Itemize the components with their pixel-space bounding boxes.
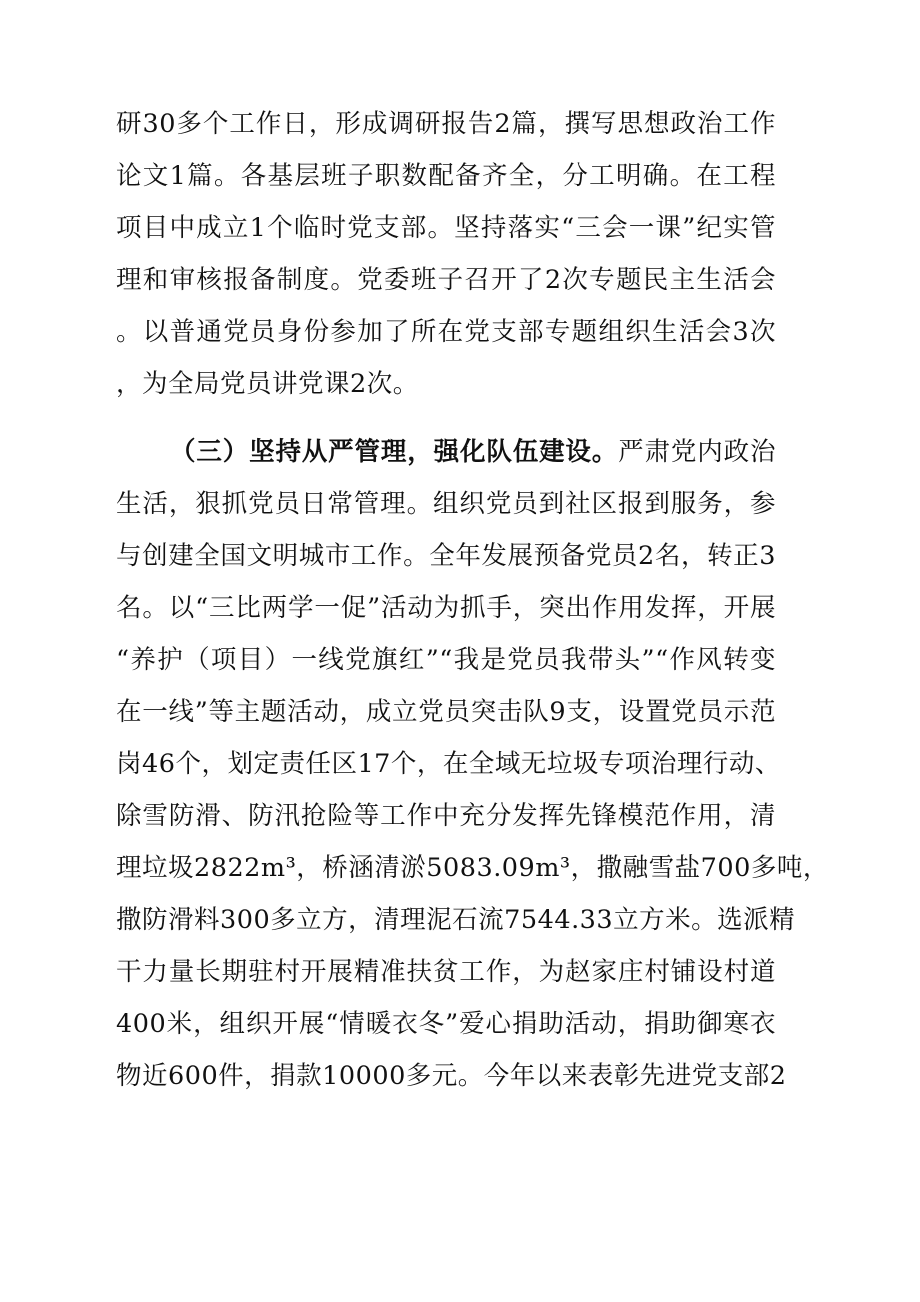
paragraph-line: 400米，组织开展“情暖衣冬”爱心捐助活动，捐助御寒衣 (116, 1009, 776, 1039)
paragraph-line: 生活，狠抓党员日常管理。组织党员到社区报到服务，参 (116, 489, 776, 519)
paragraph-line: 理垃圾2822m³，桥涵清淤5083.09m³，撒融雪盐700多吨， (116, 853, 829, 883)
paragraph-line: 物近600件，捐款10000多元。今年以来表彰先进党支部2 (116, 1061, 787, 1091)
paragraph-line: ，为全局党员讲党课2次。 (116, 369, 419, 399)
paragraph-line: 干力量长期驻村开展精准扶贫工作，为赵家庄村铺设村道 (116, 957, 776, 987)
paragraph-line: 名。以“三比两学一促”活动为抓手，突出作用发挥，开展 (116, 593, 776, 623)
paragraph-line: 研30多个工作日，形成调研报告2篇，撰写思想政治工作 (116, 109, 776, 139)
section-heading-line (170, 432, 776, 472)
paragraph-line: 理和审核报备制度。党委班子召开了2次专题民主生活会 (116, 265, 776, 295)
paragraph-line: 撒防滑料300多立方，清理泥石流7544.33立方米。选派精 (116, 905, 796, 935)
paragraph-line: 项目中成立1个临时党支部。坚持落实“三会一课”纪实管 (116, 213, 776, 243)
paragraph-line: 岗46个，划定责任区17个，在全域无垃圾专项治理行动、 (116, 749, 781, 779)
section-heading: （三）坚持从严管理，强化队伍建设。 (170, 437, 619, 467)
paragraph-line: “养护（项目）一线党旗红”“我是党员我带头”“作风转变 (116, 645, 776, 675)
paragraph-line: 与创建全国文明城市工作。全年发展预备党员2名，转正3 (116, 541, 776, 571)
section-heading-rest: 严肃党内政治 (618, 437, 776, 467)
paragraph-line: 论文1篇。各基层班子职数配备齐全，分工明确。在工程 (116, 161, 776, 191)
paragraph-line: 在一线”等主题活动，成立党员突击队9支，设置党员示范 (116, 697, 776, 727)
paragraph-line: 除雪防滑、防汛抢险等工作中充分发挥先锋模范作用，清 (116, 801, 776, 831)
paragraph-line: 。以普通党员身份参加了所在党支部专题组织生活会3次 (116, 317, 776, 347)
